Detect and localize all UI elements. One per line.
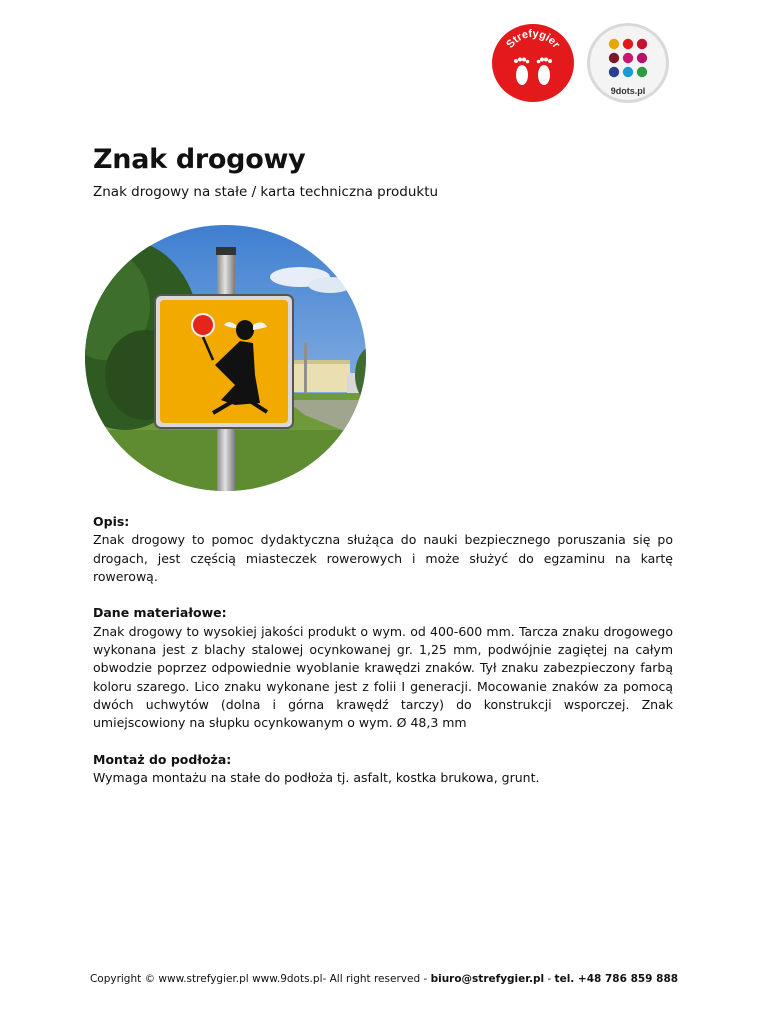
- description-content: [93, 513, 673, 806]
- page-title: Znak drogowy: [93, 144, 306, 175]
- logo-dot: [637, 39, 647, 49]
- section-material-data: [93, 604, 673, 732]
- logo-dot: [609, 39, 619, 49]
- logo-dot: [609, 53, 619, 63]
- logo-dot: [637, 67, 647, 77]
- 9dots-logo: [586, 22, 670, 104]
- logo-dot: [623, 53, 633, 63]
- section-heading: Opis:: [93, 514, 130, 529]
- logo-dot: [637, 53, 647, 63]
- section-heading: Dane materiałowe:: [93, 605, 227, 621]
- footer-separator: -: [544, 973, 555, 985]
- page-subtitle: Znak drogowy na stałe / karta techniczna produktu: [93, 184, 439, 200]
- section-heading: Montaż do podłoża:: [93, 751, 232, 767]
- footer-copyright: Copyright © www.strefygier.pl www.9dots.pl- All right reserved -: [89, 973, 431, 985]
- footer-email[interactable]: biuro@strefygier.pl: [430, 973, 545, 985]
- section-body: Wymaga montażu na stałe do podłoża tj. asfalt, kostka brukowa, grunt.: [93, 770, 540, 786]
- page-footer: [0, 973, 768, 985]
- footer-phone: tel. +48 786 859 888: [554, 973, 679, 985]
- logo-dot: [623, 67, 633, 77]
- section-description: [93, 513, 673, 586]
- logo-dot: [609, 67, 619, 77]
- strefygier-logo: [491, 23, 575, 103]
- section-body: Znak drogowy to pomoc dydaktyczna służąca do nauki bezpiecznego poruszania się po drogach, jest częścią miasteczek rowerowych i może służyć do egzaminu na kartę rowerową.: [93, 532, 673, 584]
- section-mounting: [93, 751, 673, 788]
- product-photo: [85, 225, 366, 491]
- 9dots-logo-text: 9dots.pl: [610, 86, 646, 96]
- section-body: Znak drogowy to wysokiej jakości produkt o wym. od 400-600 mm. Tarcza znaku drogowego wykonana jest z blachy stalowej ocynkowanej gr. 1,25 mm, podwójnie zagiętej na całym obwodzie poprzez odpowiednie wyoblanie krawędzi znaków. Tył znaku zabezpieczony farbą koloru szarego. Lico znaku wykonane jest z folii I generacji. Mocowanie znaków za pomocą dwóch uchwytów (dolna i górna krawędź tarczy) do konstrukcji wsporczej. Znak umiejscowiony na słupku ocynkowanym o wym. Ø 48,3 mm: [93, 623, 673, 731]
- strefygier-logo-text: Strefygier: [504, 27, 563, 51]
- logo-dot: [623, 39, 633, 49]
